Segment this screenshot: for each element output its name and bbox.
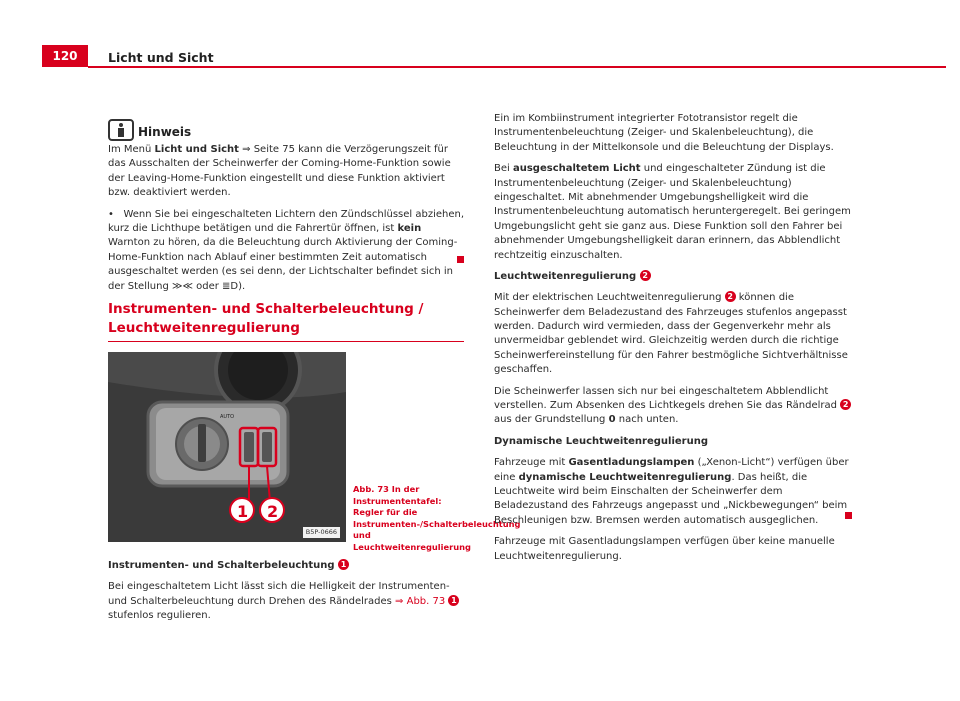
right-body bbox=[494, 112, 852, 564]
page-number: 120 bbox=[42, 45, 88, 67]
chapter-title: Licht und Sicht bbox=[108, 50, 214, 65]
figure-caption: Abb. 73 In der Instrumententafel: Regler für die Instrumenten-/Schalterbeleuchtung und Leuchtweitenregulierung bbox=[353, 484, 521, 553]
section-heading: Instrumenten- und Schalterbeleuchtung / Leuchtweitenregulierung bbox=[108, 301, 424, 336]
paragraph-lights-off: Bei ausgeschaltetem Licht und eingeschalteter Zündung ist die Instrumentenbeleuchtung (Zeiger- und Skalenbeleuchtung) eingeschaltet. Mit abnehmender Umgebungshelligkeit wird die Instrumentenbeleuchtung automatisch heruntergeregelt. Bei geringem Umgebungslicht geht sie ganz aus. Diese Funktion soll den Fahrer bei abnehmender Umgebungshelligkeit daran erinnern, das Abblendlicht rechtzeitig einzuschalten. bbox=[494, 163, 851, 261]
note-title: Hinweis bbox=[138, 125, 192, 139]
paragraph-phototransistor: Ein im Kombiinstrument integrierter Fototransistor regelt die Instrumentenbeleuchtung (Zeiger- und Skalenbeleuchtung), die Beleuchtung in der Mittelkonsole und die Beleuchtung der Displays. bbox=[494, 113, 834, 153]
callout-2: 2 bbox=[267, 502, 279, 521]
number-badge-1: 1 bbox=[338, 559, 349, 570]
bullet: • bbox=[108, 208, 114, 220]
dashboard-illustration bbox=[108, 352, 346, 542]
left-body bbox=[108, 559, 464, 624]
headlight-symbol: ≣D bbox=[222, 280, 239, 292]
paragraph-xenon: Fahrzeuge mit Gasentladungslampen („Xenon-Licht“) verfügen über eine dynamische Leuchtweitenregulierung. Das heißt, die Leuchtweite wird beim Einschalten der Scheinwerfer dem Beladezustand des Fahrzeugs angepasst und „Nickbewegungen“ beim Beschleunigen bzw. Bremsen werden automatisch ausgeglichen. bbox=[494, 457, 849, 526]
figure-dashboard-light-switch bbox=[108, 352, 346, 542]
paragraph-no-manual: Fahrzeuge mit Gasentladungslampen verfügen über keine manuelle Leuchtweitenregulierung. bbox=[494, 536, 835, 562]
subhead-instrument-lighting: Instrumenten- und Schalterbeleuchtung 1 bbox=[108, 559, 464, 573]
fog-light-symbol: ≫≪ bbox=[171, 280, 193, 292]
paragraph-adjust-headlights: Die Scheinwerfer lassen sich nur bei eingeschaltetem Abblendlicht verstellen. Zum Absenken des Lichtkegels drehen Sie das Rändelrad 2 aus der Grundstellung 0 nach unten. bbox=[494, 385, 852, 428]
callout-1: 1 bbox=[237, 502, 249, 521]
switch-auto-label: AUTO bbox=[220, 414, 235, 420]
note-paragraph-1: Im Menü Licht und Sicht ⇒ Seite 75 kann die Verzögerungszeit für das Ausschalten der Scheinwerfer der Coming-Home-Funktion sowie der Leaving-Home-Funktion eingestellt und diese Funktion aktiviert bzw. deaktiviert werden. bbox=[108, 144, 451, 199]
figure-code: B5P-0666 bbox=[303, 527, 340, 538]
end-of-section-marker bbox=[845, 512, 852, 519]
note-body bbox=[108, 143, 464, 294]
end-of-note-marker bbox=[457, 256, 464, 263]
subhead-dynamic-range: Dynamische Leuchtweitenregulierung bbox=[494, 435, 708, 447]
paragraph-headlight-range: Mit der elektrischen Leuchtweitenregulierung 2 können die Scheinwerfer dem Beladezustand des Fahrzeuges stufenlos angepasst werden. Dadurch wird vermieden, dass der Gegenverkehr mehr als unvermeidbar geblendet wird. Gleichzeitig werden durch die richtige Scheinwerfereinstellung für den Fahrer bestmögliche Sichtverhältnisse geschaffen. bbox=[494, 292, 848, 376]
figure-reference-link[interactable]: ⇒ Abb. 73 bbox=[395, 595, 446, 607]
paragraph-instrument-lighting: Bei eingeschaltetem Licht lässt sich die Helligkeit der Instrumenten- und Schalterbeleuchtung durch Drehen des Rändelrades ⇒ Abb. 73 1 stufenlos regulieren. bbox=[108, 580, 464, 623]
note-paragraph-2: • Wenn Sie bei eingeschalteten Lichtern den Zündschlüssel abziehen, kurz die Lichthupe betätigen und die Fahrertür öffnen, ist kein Warnton zu hören, da die Beleuchtung durch Aktivierung der Coming-Home-Funktion nach Ablauf einer bestimmten Zeit automatisch ausgeschaltet werden (es sei denn, der Lichtschalter befindet sich in der Stellung ≫≪ oder ≣D). bbox=[108, 208, 465, 292]
header-rule bbox=[88, 66, 946, 68]
section-rule bbox=[108, 341, 464, 342]
subhead-headlight-range: Leuchtweitenregulierung 2 bbox=[494, 270, 852, 284]
info-icon bbox=[108, 119, 134, 141]
number-badge-2: 2 bbox=[640, 270, 651, 281]
